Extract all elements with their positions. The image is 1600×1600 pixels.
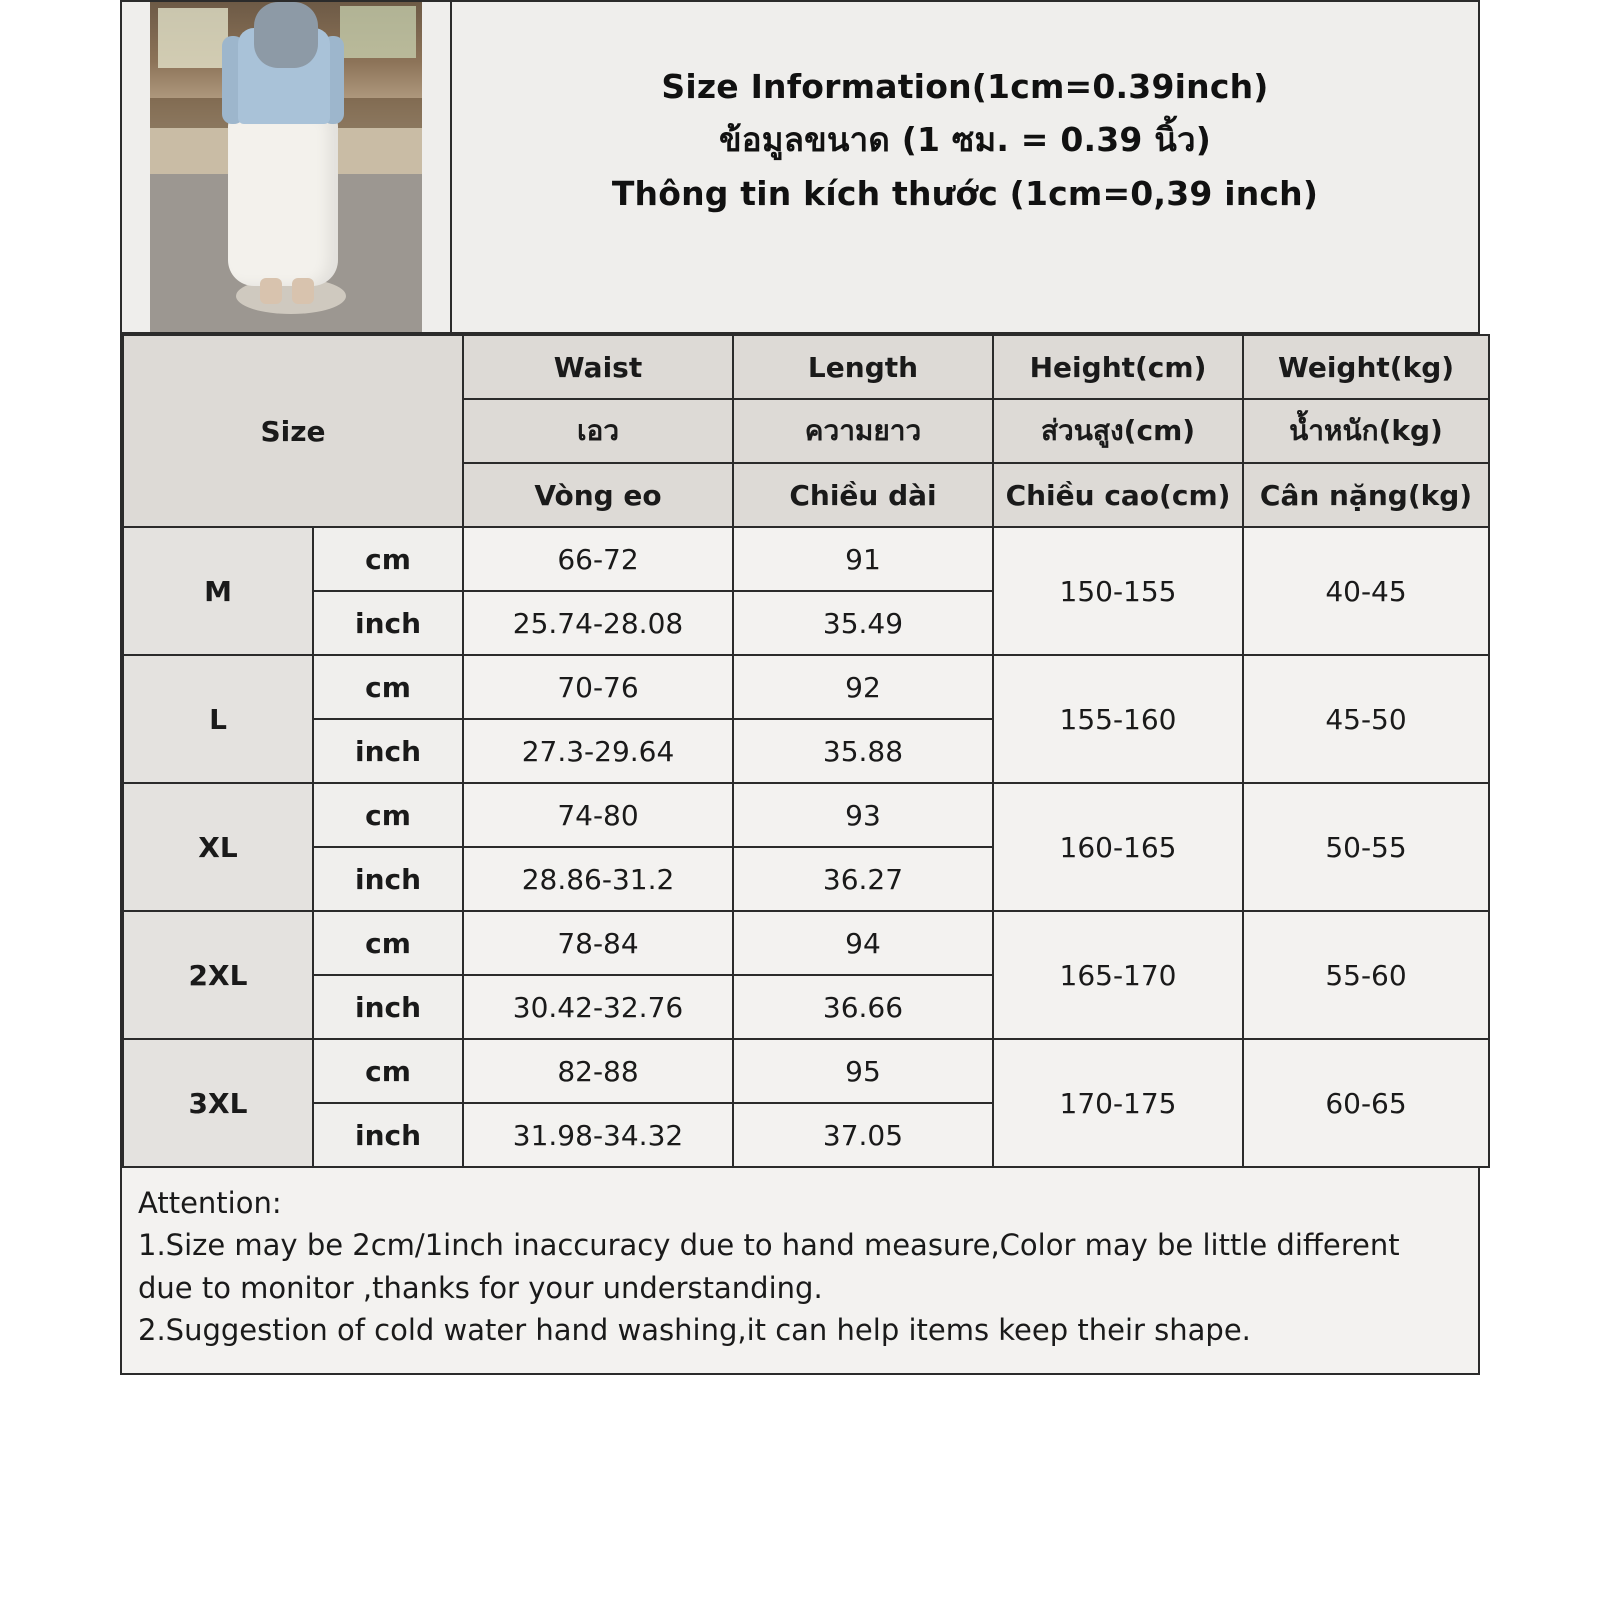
col-height-en: Height(cm) bbox=[993, 335, 1243, 399]
length-inch-m: 35.49 bbox=[733, 591, 993, 655]
col-waist-th: เอว bbox=[463, 399, 733, 463]
unit-inch: inch bbox=[313, 975, 463, 1039]
unit-inch: inch bbox=[313, 591, 463, 655]
col-weight-en: Weight(kg) bbox=[1243, 335, 1489, 399]
unit-inch: inch bbox=[313, 847, 463, 911]
weight-m: 40-45 bbox=[1243, 527, 1489, 655]
col-length-th: ความยาว bbox=[733, 399, 993, 463]
photo-model-skirt bbox=[228, 114, 338, 286]
waist-inch-l: 27.3-29.64 bbox=[463, 719, 733, 783]
col-length-vi: Chiều dài bbox=[733, 463, 993, 527]
header-row bbox=[122, 2, 1478, 334]
unit-inch: inch bbox=[313, 1103, 463, 1167]
waist-inch-3xl: 31.98-34.32 bbox=[463, 1103, 733, 1167]
waist-cm-xl: 74-80 bbox=[463, 783, 733, 847]
waist-inch-m: 25.74-28.08 bbox=[463, 591, 733, 655]
col-weight-vi: Cân nặng(kg) bbox=[1243, 463, 1489, 527]
height-2xl: 165-170 bbox=[993, 911, 1243, 1039]
attention-line-3: 2.Suggestion of cold water hand washing,it can help items keep their shape. bbox=[138, 1312, 1251, 1347]
attention-line-2: due to monitor ,thanks for your understanding. bbox=[138, 1270, 823, 1305]
waist-inch-2xl: 30.42-32.76 bbox=[463, 975, 733, 1039]
height-m: 150-155 bbox=[993, 527, 1243, 655]
size-header: Size bbox=[123, 335, 463, 527]
col-weight-th: น้ำหนัก(kg) bbox=[1243, 399, 1489, 463]
waist-cm-3xl: 82-88 bbox=[463, 1039, 733, 1103]
photo-model-foot-left bbox=[260, 278, 282, 304]
height-l: 155-160 bbox=[993, 655, 1243, 783]
unit-inch: inch bbox=[313, 719, 463, 783]
size-cell-3xl: 3XL bbox=[123, 1039, 313, 1167]
header-row-en bbox=[123, 335, 1489, 399]
table-row bbox=[123, 911, 1489, 975]
col-height-th: ส่วนสูง(cm) bbox=[993, 399, 1243, 463]
size-cell-l: L bbox=[123, 655, 313, 783]
waist-inch-xl: 28.86-31.2 bbox=[463, 847, 733, 911]
weight-2xl: 55-60 bbox=[1243, 911, 1489, 1039]
weight-l: 45-50 bbox=[1243, 655, 1489, 783]
unit-cm: cm bbox=[313, 1039, 463, 1103]
unit-cm: cm bbox=[313, 911, 463, 975]
size-table bbox=[122, 334, 1490, 1168]
length-cm-l: 92 bbox=[733, 655, 993, 719]
title-cell bbox=[452, 2, 1478, 332]
table-row bbox=[123, 783, 1489, 847]
photo-model-foot-right bbox=[292, 278, 314, 304]
photo-window-left bbox=[158, 8, 228, 68]
title-line-en: Size Information(1cm=0.39inch) bbox=[661, 67, 1269, 106]
weight-3xl: 60-65 bbox=[1243, 1039, 1489, 1167]
col-waist-en: Waist bbox=[463, 335, 733, 399]
waist-cm-2xl: 78-84 bbox=[463, 911, 733, 975]
product-photo bbox=[150, 2, 422, 332]
length-cm-2xl: 94 bbox=[733, 911, 993, 975]
table-row bbox=[123, 1039, 1489, 1103]
height-3xl: 170-175 bbox=[993, 1039, 1243, 1167]
title-line-vi: Thông tin kích thước (1cm=0,39 inch) bbox=[611, 173, 1319, 213]
table-row bbox=[123, 527, 1489, 591]
attention-block bbox=[122, 1168, 1478, 1373]
size-cell-m: M bbox=[123, 527, 313, 655]
size-chart-sheet bbox=[120, 0, 1480, 1375]
photo-model-scarf bbox=[254, 2, 318, 68]
size-cell-2xl: 2XL bbox=[123, 911, 313, 1039]
length-inch-2xl: 36.66 bbox=[733, 975, 993, 1039]
length-cm-3xl: 95 bbox=[733, 1039, 993, 1103]
waist-cm-l: 70-76 bbox=[463, 655, 733, 719]
unit-cm: cm bbox=[313, 783, 463, 847]
weight-xl: 50-55 bbox=[1243, 783, 1489, 911]
length-cm-xl: 93 bbox=[733, 783, 993, 847]
length-inch-l: 35.88 bbox=[733, 719, 993, 783]
col-length-en: Length bbox=[733, 335, 993, 399]
title-line-th: ข้อมูลขนาด (1 ซม. = 0.39 นิ้ว) bbox=[718, 120, 1212, 160]
product-photo-cell bbox=[122, 2, 452, 332]
length-cm-m: 91 bbox=[733, 527, 993, 591]
attention-title: Attention: bbox=[138, 1186, 282, 1220]
col-height-vi: Chiều cao(cm) bbox=[993, 463, 1243, 527]
length-inch-3xl: 37.05 bbox=[733, 1103, 993, 1167]
table-row bbox=[123, 655, 1489, 719]
unit-cm: cm bbox=[313, 655, 463, 719]
unit-cm: cm bbox=[313, 527, 463, 591]
waist-cm-m: 66-72 bbox=[463, 527, 733, 591]
col-waist-vi: Vòng eo bbox=[463, 463, 733, 527]
height-xl: 160-165 bbox=[993, 783, 1243, 911]
length-inch-xl: 36.27 bbox=[733, 847, 993, 911]
attention-line-1: 1.Size may be 2cm/1inch inaccuracy due to hand measure,Color may be little different bbox=[138, 1228, 1400, 1263]
photo-window-right bbox=[340, 6, 416, 58]
size-cell-xl: XL bbox=[123, 783, 313, 911]
